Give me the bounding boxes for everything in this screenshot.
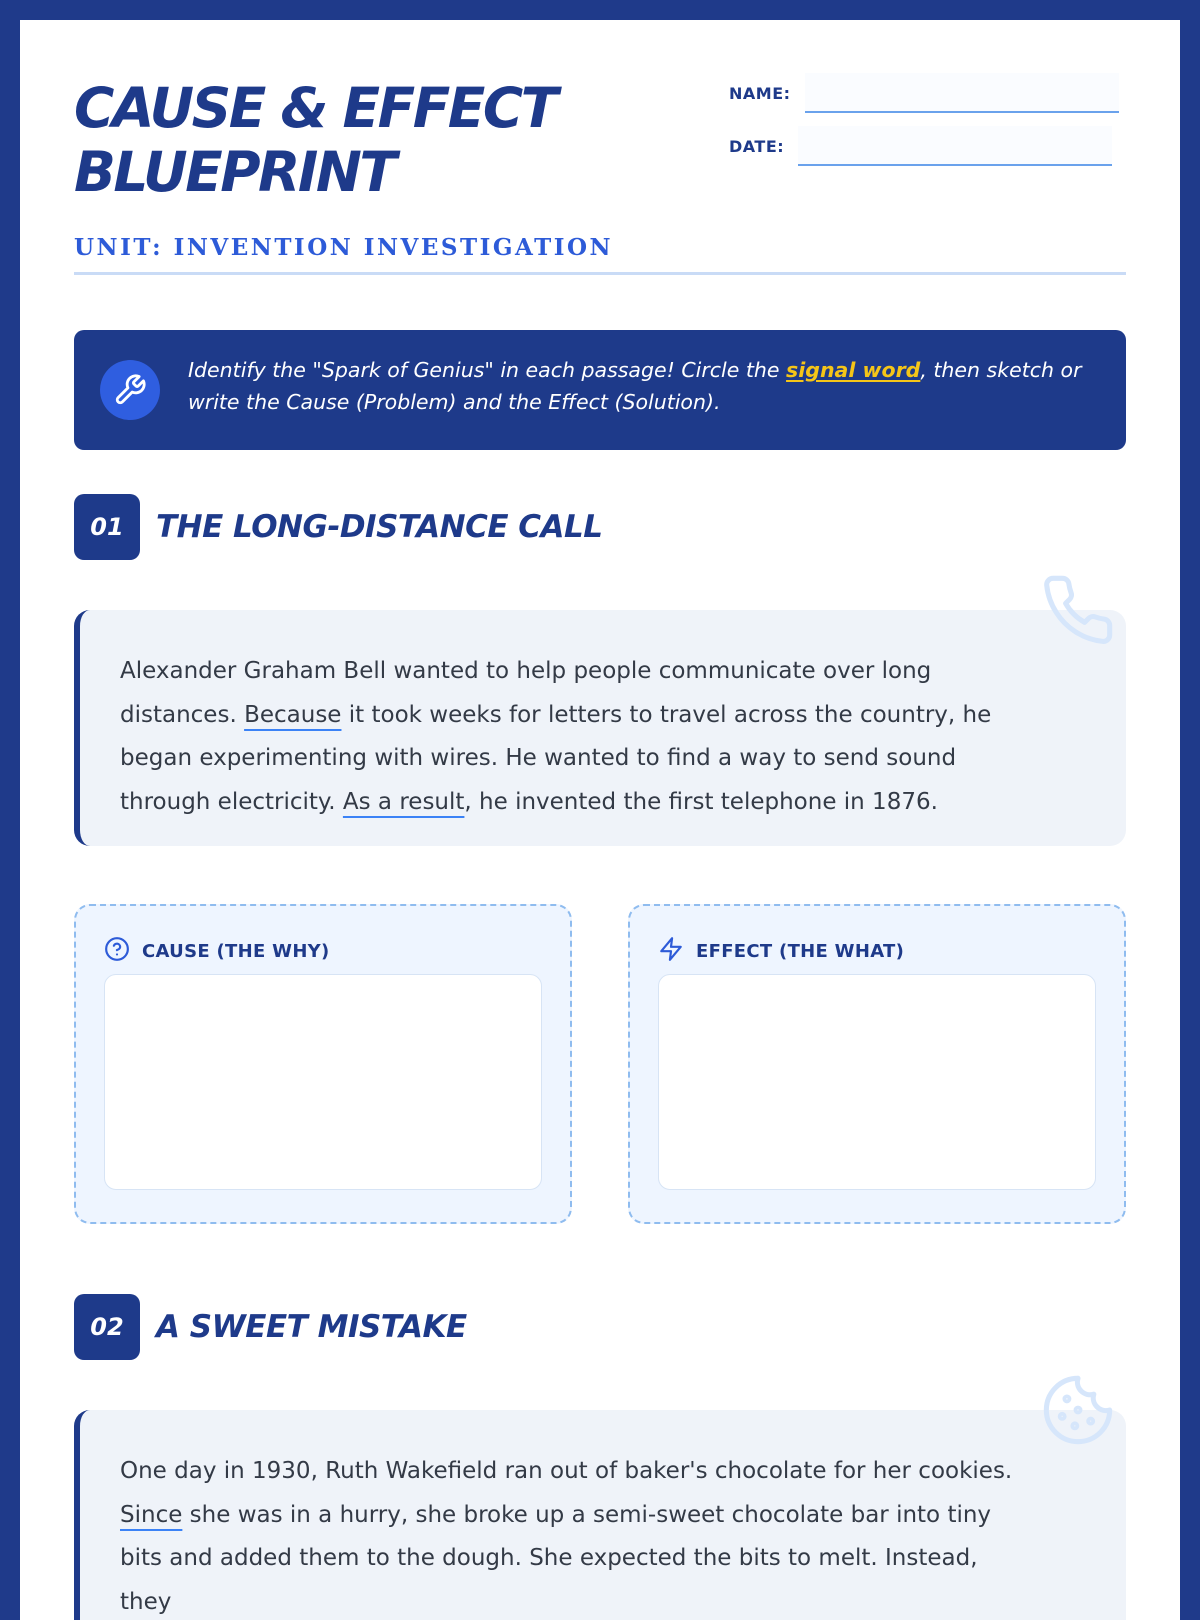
instructions-text [188, 354, 1098, 418]
header-divider [74, 272, 1126, 275]
passage-02 [74, 1410, 1126, 1620]
signal-word: Because [244, 701, 342, 728]
instructions-banner [74, 330, 1126, 450]
cause-answer-area[interactable] [104, 974, 542, 1190]
section-number: 02 [74, 1294, 140, 1360]
section-01-header [74, 494, 603, 560]
cause-box [74, 904, 572, 1224]
section-02-header [74, 1294, 467, 1360]
name-input[interactable] [805, 73, 1119, 113]
cause-header [104, 936, 330, 966]
date-input[interactable] [798, 126, 1112, 166]
effect-box [628, 904, 1126, 1224]
phone-icon [1040, 572, 1116, 652]
instructions-text-part: , then sketch or write the Cause (Problem) and the Effect (Solution). [188, 358, 1082, 414]
cause-label: CAUSE (THE WHY) [142, 940, 330, 962]
signal-word: As a result [342, 788, 465, 815]
instructions-text-part: Identify the "Spark of Genius" in each passage! Circle the [188, 358, 787, 382]
signal-word: Since [120, 1501, 183, 1528]
effect-header [658, 936, 904, 966]
lightning-bolt-icon [658, 936, 684, 966]
passage-01 [74, 610, 1126, 846]
worksheet-page [20, 20, 1180, 1620]
passage-text [120, 1450, 1020, 1620]
passage-text-part: Alexander Graham Bell wanted to help people communicate over long distances. [120, 658, 932, 728]
name-field [729, 73, 1119, 113]
effect-answer-area[interactable] [658, 974, 1096, 1190]
section-title: A SWEET MISTAKE [156, 1309, 467, 1345]
passage-text-part: it took weeks for letters to travel across the country, he began experimenting with wires. He wanted to find a way to send sound through electricity. [120, 701, 992, 815]
section-number: 01 [74, 494, 140, 560]
date-label: DATE: [729, 136, 785, 156]
name-label: NAME: [729, 83, 791, 103]
question-circle-icon [104, 936, 130, 966]
passage-text-part: she was in a hurry, she broke up a semi-sweet chocolate bar into tiny bits and added them to the dough. She expected the bits to melt. Instead, they [120, 1501, 992, 1615]
effect-label: EFFECT (THE WHAT) [696, 940, 905, 962]
passage-text [120, 650, 1020, 824]
passage-text-part: , he invented the first telephone in 1876. [464, 788, 938, 815]
cookie-icon [1040, 1372, 1116, 1452]
worksheet-title: CAUSE & EFFECT BLUEPRINT [74, 76, 556, 204]
section-title: THE LONG-DISTANCE CALL [156, 509, 603, 545]
passage-text-part: One day in 1930, Ruth Wakefield ran out of baker's chocolate for her cookies. [120, 1458, 1013, 1484]
wrench-icon [100, 360, 160, 420]
unit-subtitle: UNIT: INVENTION INVESTIGATION [74, 234, 614, 261]
signal-word-highlight: signal word [786, 358, 921, 382]
date-field [729, 126, 1112, 166]
